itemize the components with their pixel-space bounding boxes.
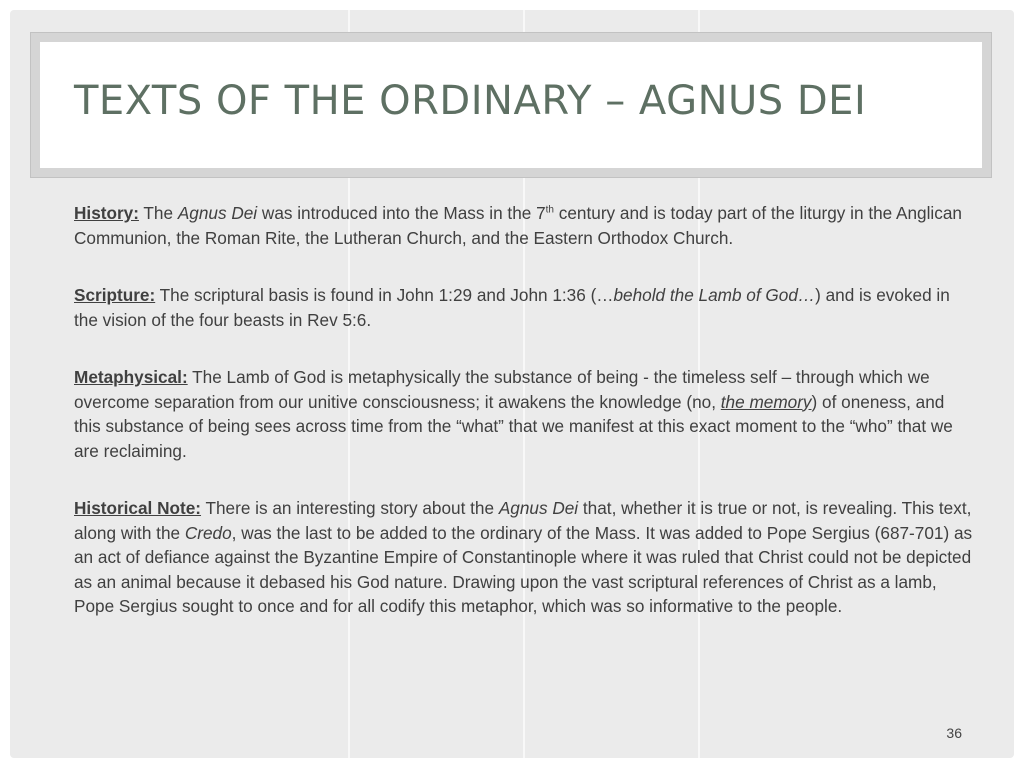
history-text: was introduced into the Mass in the 7 <box>257 203 546 223</box>
title-frame <box>30 32 992 178</box>
history-superscript: th <box>545 204 554 216</box>
scripture-text: ) and is evoked in the vision of the four beasts in Rev 5:6. <box>74 285 950 330</box>
history-text: century and is today part of the liturgy in the Anglican Communion, the Roman Rite, the Lutheran Church, and the Eastern Orthodox Church. <box>74 203 962 248</box>
history-agnus-dei: Agnus Dei <box>177 203 258 223</box>
historical-note-paragraph <box>74 496 974 619</box>
historical-note-credo: Credo <box>184 522 232 543</box>
history-label: History: <box>74 203 139 223</box>
historical-note-text: , was the last to be added to the ordinary of the Mass. It was added to Pope Sergius (687-701) as an act of defiance against the Byzantine Empire of Constantinople where it was ruled that Christ could not be depicted as an animal because it debased his God nature. Drawing upon the vast scriptural references of Christ as a lamb, Pope Sergius sought to once and for all codify this metaphor, which was so informative to the people. <box>74 522 973 616</box>
metaphysical-paragraph <box>74 365 974 463</box>
page-number: 36 <box>946 725 962 741</box>
metaphysical-emphasis: the memory <box>720 391 812 412</box>
history-text: The <box>138 203 178 223</box>
scripture-text: The scriptural basis is found in John 1:29 and John 1:36 (… <box>155 285 614 305</box>
historical-note-text: that, whether it is true or not, is revealing. This text, along with the <box>74 498 972 543</box>
historical-note-text: There is an interesting story about the <box>201 498 499 518</box>
scripture-quote: behold the Lamb of God… <box>613 285 816 305</box>
historical-note-agnus-dei: Agnus Dei <box>498 498 579 518</box>
slide-title: TEXTS OF THE ORDINARY – AGNUS DEI <box>74 78 867 124</box>
title-box <box>40 42 982 168</box>
metaphysical-text: ) of oneness, and this substance of being sees across time from the “what” that we manifest at this exact moment to the “who” that we are reclaiming. <box>74 391 953 461</box>
slide <box>10 10 1014 758</box>
history-paragraph <box>74 201 974 250</box>
metaphysical-label: Metaphysical: <box>74 367 188 387</box>
historical-note-label: Historical Note: <box>74 498 202 518</box>
scripture-paragraph <box>74 283 974 332</box>
metaphysical-text: The Lamb of God is metaphysically the substance of being - the timeless self – through which we overcome separation from our unitive consciousness; it awakens the knowledge (no, <box>74 367 930 412</box>
scripture-label: Scripture: <box>74 285 156 305</box>
slide-body <box>74 201 974 652</box>
